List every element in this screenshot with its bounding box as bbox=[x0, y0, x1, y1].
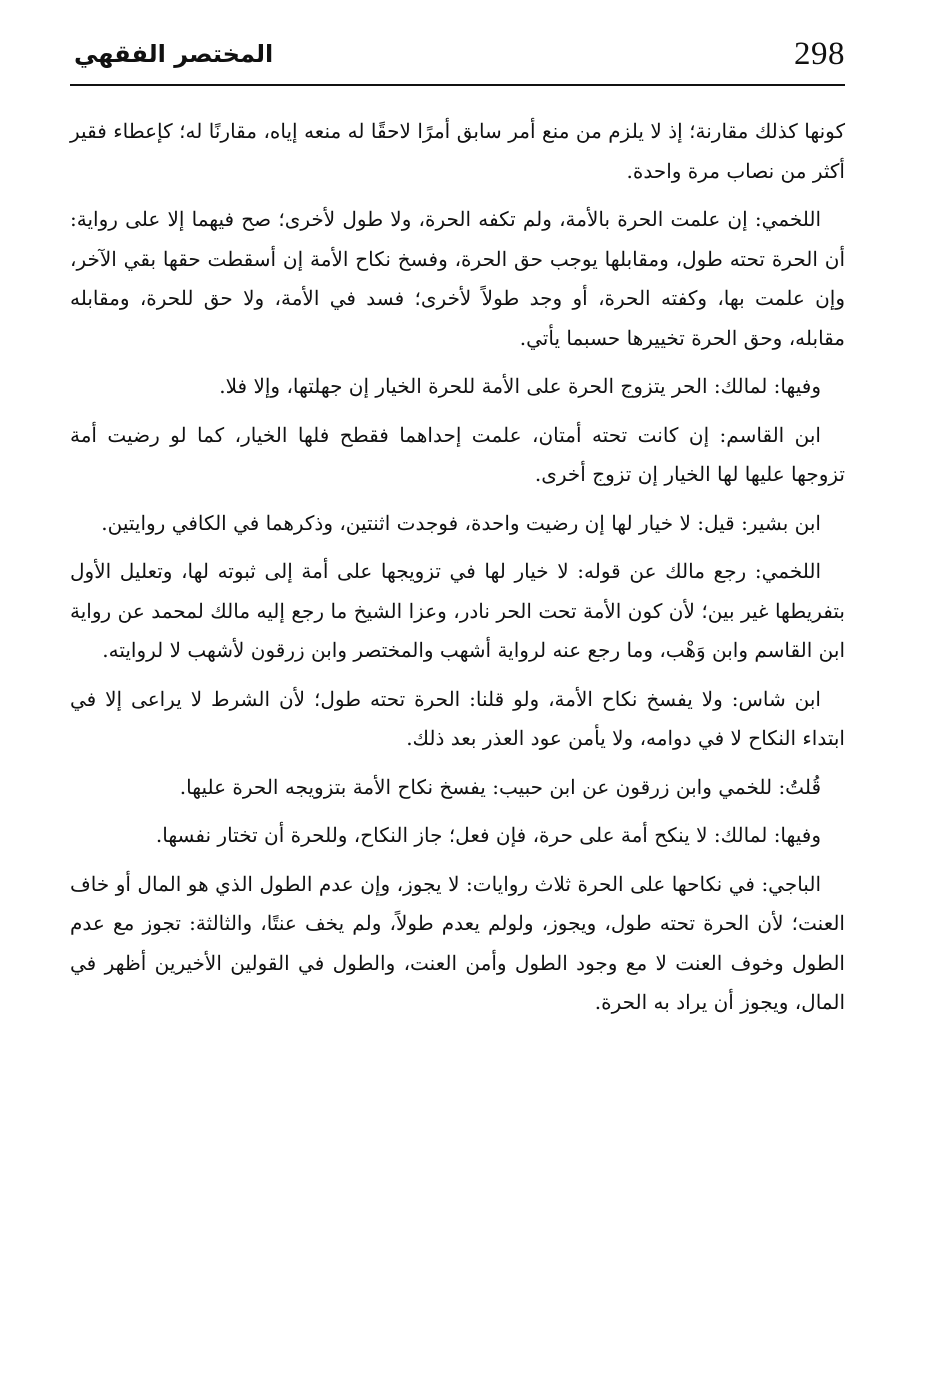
book-title: المختصر الفقهي bbox=[74, 40, 274, 68]
page-number: 298 bbox=[794, 36, 845, 72]
paragraph-ibn-shas: ابن شاس: ولا يفسخ نكاح الأمة، ولو قلنا: الحرة تحته طول؛ لأن الشرط لا يراعى إلا في ابتداء النكاح لا في دوامه، ولا يأمن عود العذر بعد ذلك. bbox=[70, 686, 845, 750]
paragraph-ibn-bashir: ابن بشير: قيل: لا خيار لها إن رضيت واحدة، فوجدت اثنتين، وذكرهما في الكافي روايتين. bbox=[101, 510, 821, 535]
paragraph-baji: الباجي: في نكاحها على الحرة ثلاث روايات: لا يجوز، وإن عدم الطول الذي هو المال أو خاف العنت؛ لأن الحرة تحته طول، ويجوز، ولولم يعدم طولاً، ولم يخف عنتًا، والثالثة: تجوز مع عدم الطول وخوف العنت لا مع وجود الطول وأمن العنت، والطول في القولين الأخيرين أظهر في المال، ويجوز أن يراد به الحرة. bbox=[70, 871, 845, 1014]
paragraph-ibn-al-qasim: ابن القاسم: إن كانت تحته أمتان، علمت إحداهما فقطح فلها الخيار، كما لو رضيت أمة تزوجها عليها لها الخيار إن تزوج أخرى. bbox=[70, 422, 845, 486]
paragraph-continuation: كونها كذلك مقارنة؛ إذ لا يلزم من منع أمر سابق أمرًا لاحقًا له منعه إياه، مقارنًا له؛ كإعطاء فقير أكثر من نصاب مرة واحدة. bbox=[70, 119, 845, 183]
book-page bbox=[70, 22, 845, 1362]
paragraph-lakhmi-2: اللخمي: رجع مالك عن قوله: لا خيار لها في تزويجها على أمة إلى ثبوته لها، وتعليل الأول بتفريطها غير بين؛ لأن كون الأمة تحت الحر نادر، وعزا الشيخ ما رجع إليه مالك لمحمد عن رواية ابن القاسم وابن وَهْب، وما رجع عنه لرواية أشهب والمختصر وابن زرقون لأشهب لا لروايته. bbox=[70, 559, 845, 662]
paragraph-lakhmi-1: اللخمي: إن علمت الحرة بالأمة، ولم تكفه الحرة، ولا طول لأخرى؛ صح فيهما إلا على رواية: أن الحرة تحته طول، ومقابلها يوجب حق الحرة، وفسخ نكاح الأمة إن أسقطت حقها بقي الآخر، وإن علمت بها، وكفته الحرة، أو وجد طولاً لأخرى؛ فسد في الأمة، ولا حق للحرة، ومقابله مقابله، وحق الحرة تخييرها حسبما يأتي. bbox=[70, 207, 845, 350]
page-header bbox=[70, 22, 845, 86]
paragraph-qultu: قُلتُ: للخمي وابن زرقون عن ابن حبيب: يفسخ نكاح الأمة بتزويجه الحرة عليها. bbox=[179, 774, 821, 799]
paragraph-wa-fiha-1: وفيها: لمالك: الحر يتزوج الحرة على الأمة للحرة الخيار إن جهلتها، وإلا فلا. bbox=[219, 374, 821, 398]
paragraph-wa-fiha-2: وفيها: لمالك: لا ينكح أمة على حرة، فإن فعل؛ جاز النكاح، وللحرة أن تختار نفسها. bbox=[155, 823, 821, 847]
page-body bbox=[70, 112, 845, 1023]
